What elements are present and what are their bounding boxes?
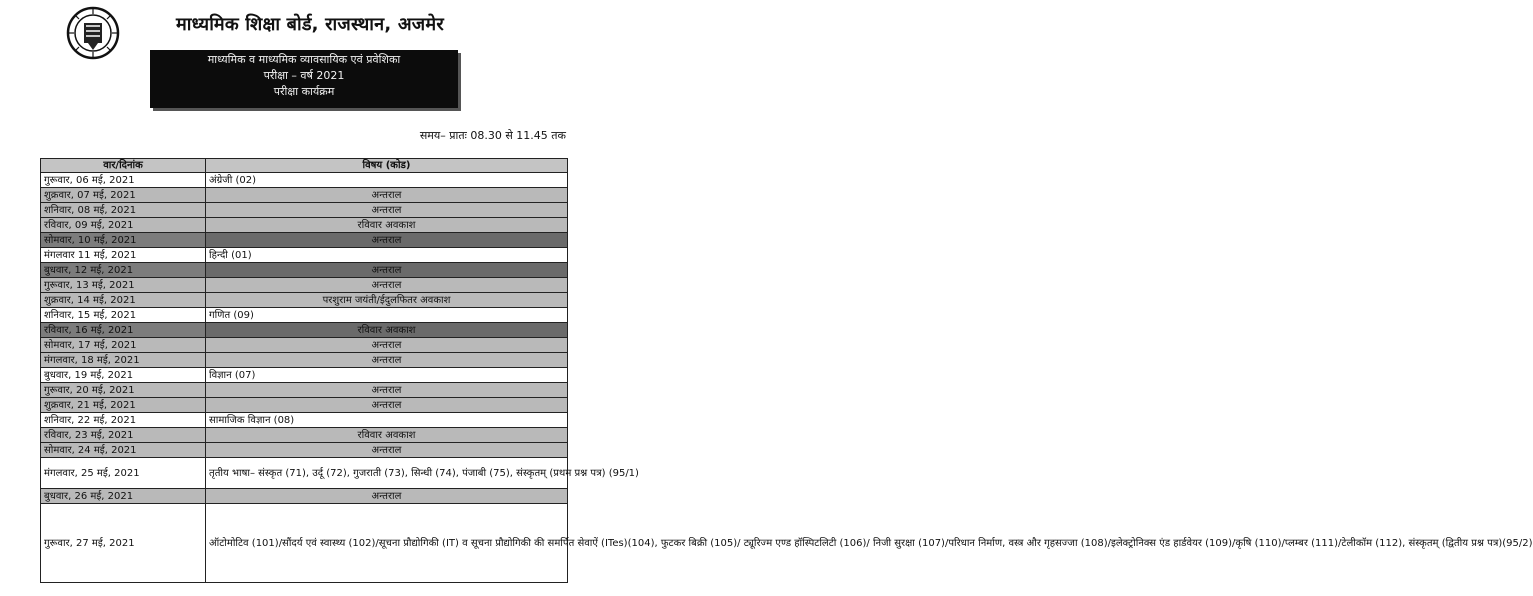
table-row — [41, 504, 568, 583]
row-date: सोमवार, 10 मई, 2021 — [41, 233, 206, 248]
row-date: शुक्रवार, 14 मई, 2021 — [41, 293, 206, 308]
table-row — [41, 323, 568, 338]
row-date: मंगलवार, 25 मई, 2021 — [41, 458, 206, 489]
row-date: रविवार, 16 मई, 2021 — [41, 323, 206, 338]
exam-schedule-table — [40, 158, 1533, 583]
row-date: सोमवार, 24 मई, 2021 — [41, 443, 206, 458]
table-row — [41, 443, 568, 458]
row-subject: अन्तराल — [206, 353, 568, 368]
row-date: रविवार, 23 मई, 2021 — [41, 428, 206, 443]
row-subject: रविवार अवकाश — [206, 218, 568, 233]
row-date: गुरूवार, 27 मई, 2021 — [41, 504, 206, 583]
row-subject: ऑटोमोटिव (101)/सौंदर्य एवं स्वास्थ्य (102)/सूचना प्रौद्योगिकी (IT) व सूचना प्रौद्योगिकी की समर्पित सेवाऐं (ITes)(104), फुटकर बिक्री (105)/ ट्यूरिज्म एण्ड हॉस्पिटलिटी (106)/ निजी सुरक्षा (107)/परिधान निर्माण, वस्त्र और गृहसज्जा (108)/इलेक्ट्रोनिक्स एंड हार्डवेयर (109)/कृषि (110)/प्लम्बर (111)/टेलीकॉम (112), संस्कृतम् (द्वितीय प्रश्न पत्र)(95/2) — [206, 504, 568, 583]
row-subject: रविवार अवकाश — [206, 428, 568, 443]
table-row — [41, 173, 568, 188]
row-date: मंगलवार, 18 मई, 2021 — [41, 353, 206, 368]
row-date: मंगलवार 11 मई, 2021 — [41, 248, 206, 263]
row-subject: अंग्रेजी (02) — [206, 173, 568, 188]
board-emblem-icon — [66, 6, 120, 60]
table-row — [41, 248, 568, 263]
row-date: शनिवार, 15 मई, 2021 — [41, 308, 206, 323]
row-date: बुधवार, 26 मई, 2021 — [41, 489, 206, 504]
table-row — [41, 398, 568, 413]
table-row — [41, 353, 568, 368]
table-row — [41, 383, 568, 398]
row-subject: सामाजिक विज्ञान (08) — [206, 413, 568, 428]
table-header-row — [41, 159, 568, 173]
row-date: शुक्रवार, 07 मई, 2021 — [41, 188, 206, 203]
table-row — [41, 188, 568, 203]
row-subject: तृतीय भाषा– संस्कृत (71), उर्दू (72), गुजराती (73), सिन्धी (74), पंजाबी (75), संस्कृतम् (प्रथम प्रश्न पत्र) (95/1) — [206, 458, 568, 489]
exam-title-line-2: परीक्षा – वर्ष 2021 — [263, 69, 345, 82]
row-subject: विज्ञान (07) — [206, 368, 568, 383]
row-subject: परशुराम जयंती/ईदुलफितर अवकाश — [206, 293, 568, 308]
row-date: गुरूवार, 13 मई, 2021 — [41, 278, 206, 293]
exam-timing: समय– प्रातः 08.30 से 11.45 तक — [419, 129, 566, 142]
table-row — [41, 263, 568, 278]
column-header-subject: विषय (कोड) — [206, 159, 568, 173]
row-date: बुधवार, 12 मई, 2021 — [41, 263, 206, 278]
table-row — [41, 413, 568, 428]
table-row — [41, 308, 568, 323]
row-date: गुरूवार, 20 मई, 2021 — [41, 383, 206, 398]
row-subject: अन्तराल — [206, 188, 568, 203]
row-subject: रविवार अवकाश — [206, 323, 568, 338]
table-row — [41, 218, 568, 233]
row-subject: अन्तराल — [206, 383, 568, 398]
column-header-date: वार/दिनांक — [41, 159, 206, 173]
row-subject: अन्तराल — [206, 263, 568, 278]
row-subject: अन्तराल — [206, 443, 568, 458]
table-row — [41, 489, 568, 504]
row-date: शुक्रवार, 21 मई, 2021 — [41, 398, 206, 413]
table-row — [41, 293, 568, 308]
table-row — [41, 458, 568, 489]
row-date: बुधवार, 19 मई, 2021 — [41, 368, 206, 383]
row-subject: अन्तराल — [206, 203, 568, 218]
table-row — [41, 428, 568, 443]
exam-title-line-3: परीक्षा कार्यक्रम — [273, 85, 335, 98]
exam-title-line-1: माध्यमिक व माध्यमिक व्यावसायिक एवं प्रवेशिका — [207, 53, 401, 66]
row-subject: अन्तराल — [206, 398, 568, 413]
row-date: शनिवार, 22 मई, 2021 — [41, 413, 206, 428]
table-row — [41, 338, 568, 353]
row-subject: हिन्दी (01) — [206, 248, 568, 263]
row-date: शनिवार, 08 मई, 2021 — [41, 203, 206, 218]
row-subject: अन्तराल — [206, 233, 568, 248]
row-subject: अन्तराल — [206, 278, 568, 293]
table-row — [41, 368, 568, 383]
row-date: रविवार, 09 मई, 2021 — [41, 218, 206, 233]
board-title: माध्यमिक शिक्षा बोर्ड, राजस्थान, अजमेर — [176, 14, 444, 35]
exam-title-box — [150, 50, 458, 108]
row-subject: अन्तराल — [206, 489, 568, 504]
row-date: गुरूवार, 06 मई, 2021 — [41, 173, 206, 188]
row-subject: अन्तराल — [206, 338, 568, 353]
table-row — [41, 233, 568, 248]
table-row — [41, 203, 568, 218]
schedule-body — [41, 173, 1533, 583]
row-subject: गणित (09) — [206, 308, 568, 323]
table-row — [41, 278, 568, 293]
row-date: सोमवार, 17 मई, 2021 — [41, 338, 206, 353]
